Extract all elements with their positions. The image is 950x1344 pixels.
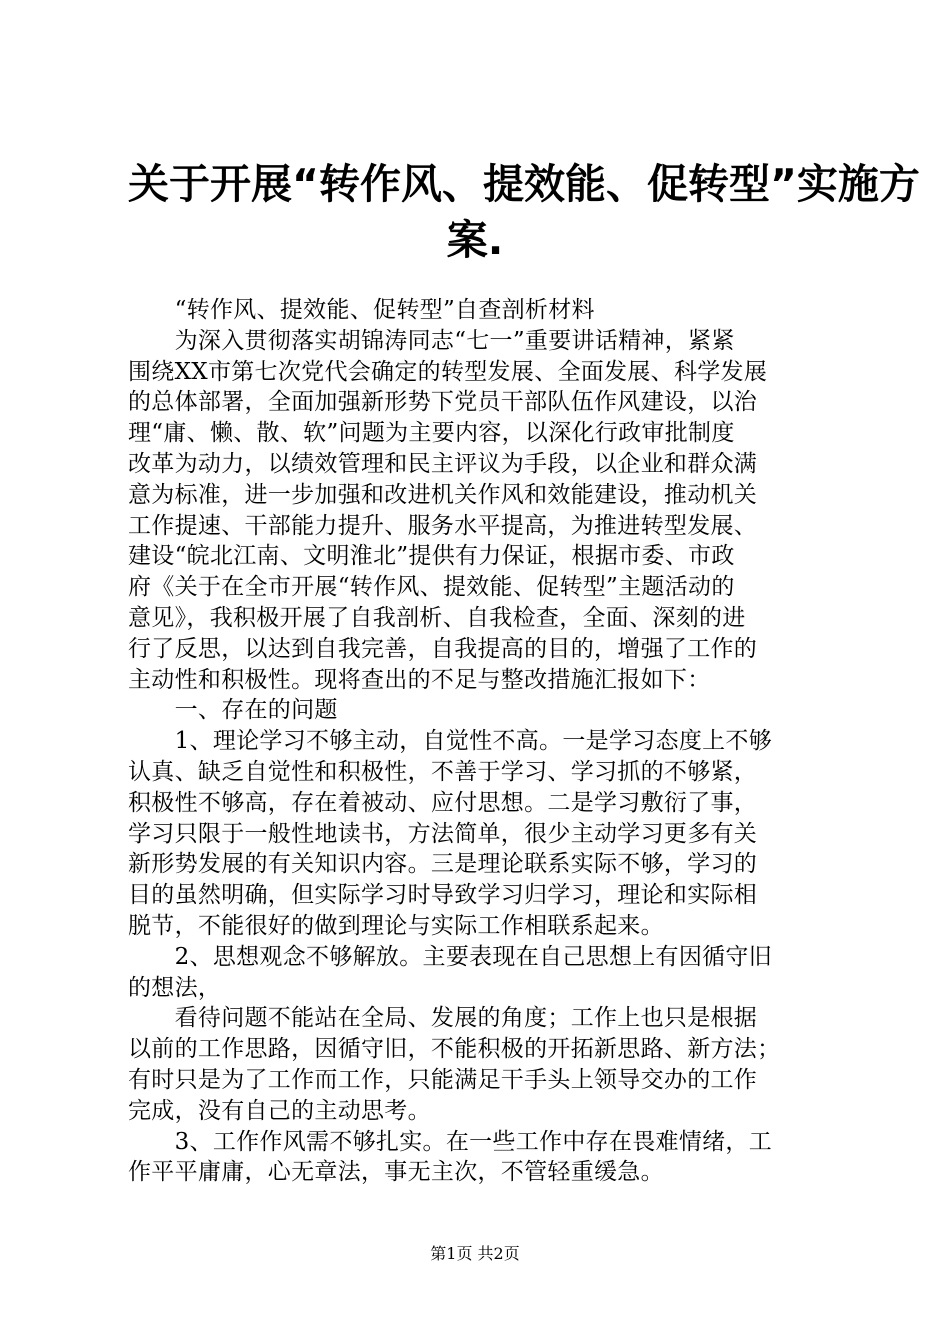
body-line: 1、理论学习不够主动，自觉性不高。一是学习态度上不够 [128, 728, 773, 754]
body-line: 新形势发展的有关知识内容。三是理论联系实际不够，学习的 [128, 851, 758, 877]
body-line: 的总体部署，全面加强新形势下党员干部队伍作风建设，以治 [128, 389, 758, 415]
body-line: 理“庸、懒、散、软”问题为主要内容，以深化行政审批制度 [128, 420, 735, 446]
body-line: 积极性不够高，存在着被动、应付思想。二是学习敷衍了事， [128, 790, 758, 816]
document-title-line2: 案. [446, 216, 504, 264]
body-line: 3、工作作风需不够扎实。在一些工作中存在畏难情绪，工 [128, 1129, 773, 1155]
body-line: 为深入贯彻落实胡锦涛同志“七一”重要讲话精神，紧紧 [128, 328, 735, 354]
body-line: 主动性和积极性。现将查出的不足与整改措施汇报如下： [128, 667, 711, 693]
body-line: “转作风、提效能、促转型”自查剖析材料 [128, 297, 595, 323]
body-line: 工作提速、干部能力提升、服务水平提高，为推进转型发展、 [128, 513, 758, 539]
body-line: 有时只是为了工作而工作，只能满足干手头上领导交办的工作 [128, 1067, 758, 1093]
page-footer: 第1页 共2页 [430, 1244, 520, 1263]
body-line: 看待问题不能站在全局、发展的角度；工作上也只是根据 [128, 1005, 758, 1031]
body-line: 建设“皖北江南、文明淮北”提供有力保证，根据市委、市政 [128, 543, 735, 569]
body-line: 完成，没有自己的主动思考。 [128, 1098, 431, 1124]
body-line: 作平平庸庸，心无章法，事无主次，不管轻重缓急。 [128, 1159, 664, 1185]
body-line: 意见》，我积极开展了自我剖析、自我检查，全面、深刻的进 [128, 605, 746, 631]
body-line: 以前的工作思路，因循守旧，不能积极的开拓新思路、新方法； [128, 1036, 781, 1062]
body-line: 意为标准，进一步加强和改进机关作风和效能建设，推动机关 [128, 482, 758, 508]
body-line: 的想法， [128, 975, 222, 1001]
body-line: 学习只限于一般性地读书，方法简单，很少主动学习更多有关 [128, 821, 758, 847]
body-line: 认真、缺乏自觉性和积极性，不善于学习、学习抓的不够紧， [128, 759, 758, 785]
body-line: 改革为动力，以绩效管理和民主评议为手段，以企业和群众满 [128, 451, 758, 477]
body-line: 一、存在的问题 [128, 697, 338, 723]
body-line: 行了反思，以达到自我完善，自我提高的目的，增强了工作的 [128, 636, 758, 662]
document-title-line1: 关于开展“转作风、提效能、促转型”实施方 [128, 160, 920, 208]
body-line: 2、思想观念不够解放。主要表现在自己思想上有因循守旧 [128, 944, 773, 970]
body-line: 目的虽然明确，但实际学习时导致学习归学习，理论和实际相 [128, 882, 758, 908]
body-line: 脱节，不能很好的做到理论与实际工作相联系起来。 [128, 913, 664, 939]
body-line: 府《关于在全市开展“转作风、提效能、促转型”主题活动的 [128, 574, 735, 600]
body-line: 围绕XX市第七次党代会确定的转型发展、全面发展、科学发展 [128, 359, 768, 385]
